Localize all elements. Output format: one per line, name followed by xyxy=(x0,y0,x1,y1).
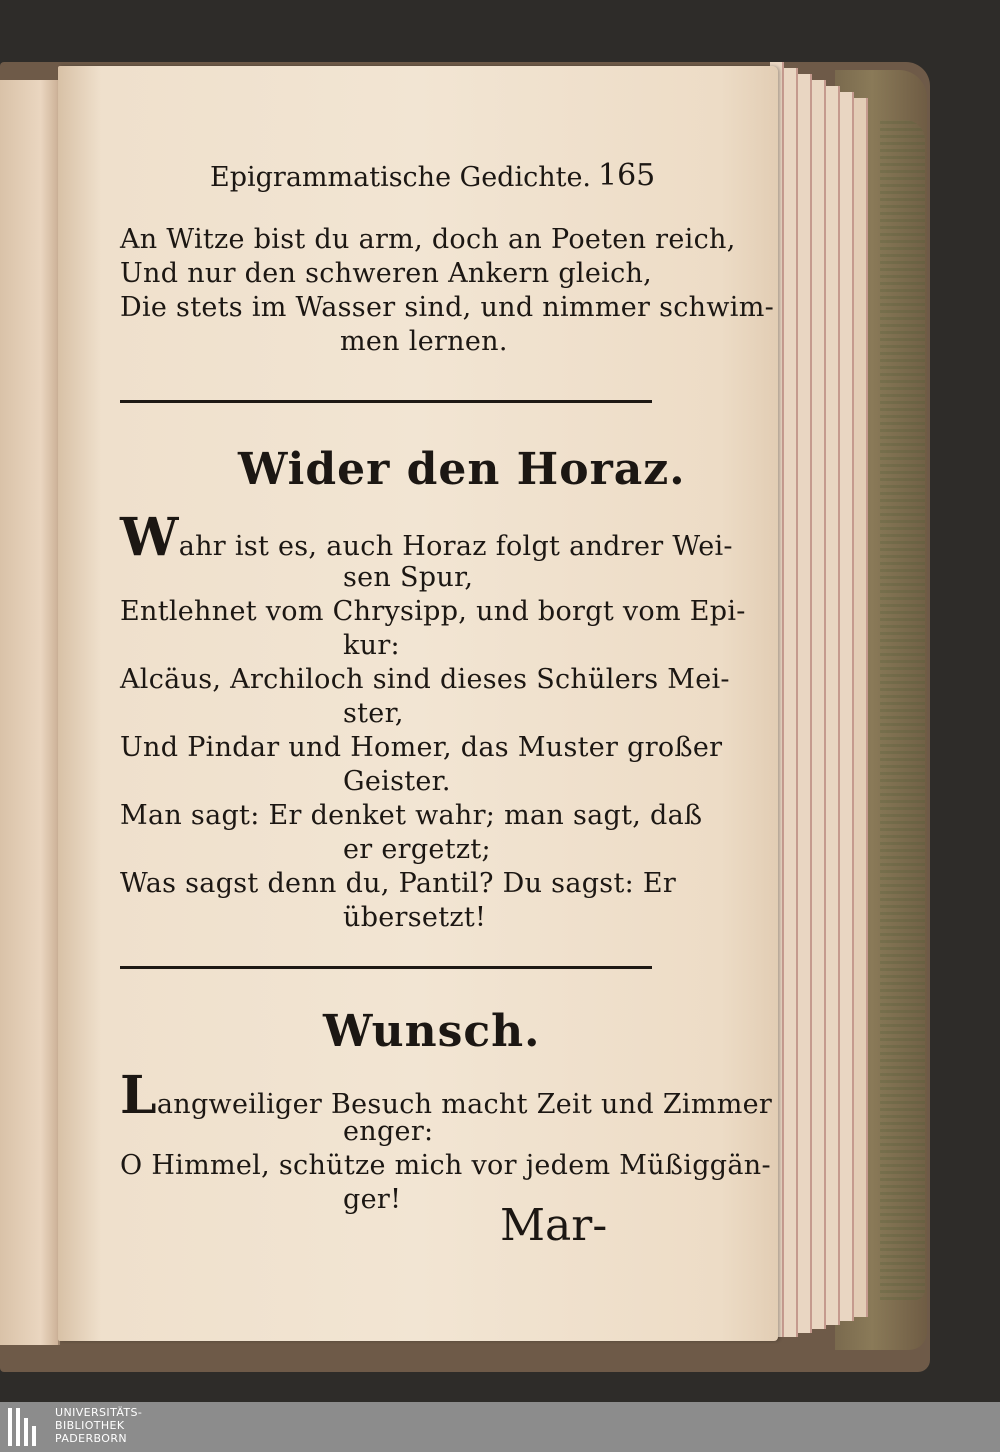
poem-title: Wider den Horaz. xyxy=(238,444,686,495)
left-page-edge xyxy=(0,80,60,1345)
library-name: UNIVERSITÄTS- BIBLIOTHEK PADERBORN xyxy=(55,1406,143,1445)
section-rule xyxy=(120,400,652,403)
poem1-line: Die stets im Wasser sind, und nimmer schwim- xyxy=(120,292,775,323)
poem3-line: ger! xyxy=(343,1184,402,1215)
poem2-line: Alcäus, Archiloch sind dieses Schülers Mei- xyxy=(120,664,730,695)
poem1-line: Und nur den schweren Ankern gleich, xyxy=(120,258,653,289)
running-title: Epigrammatische Gedichte. xyxy=(210,162,592,193)
poem2-line: Geister. xyxy=(343,766,451,797)
poem2-line: ster, xyxy=(343,698,404,729)
poem2-line: Und Pindar und Homer, das Muster großer xyxy=(120,732,723,763)
poem2-line: er ergetzt; xyxy=(343,834,491,865)
book-page xyxy=(58,66,778,1341)
poem2-line: Man sagt: Er denket wahr; man sagt, daß xyxy=(120,800,703,831)
drop-cap: L xyxy=(120,1065,157,1126)
poem3-first-line xyxy=(120,1065,773,1126)
library-logo-icon xyxy=(8,1408,46,1446)
poem2-line: Was sagst denn du, Pantil? Du sagst: Er xyxy=(120,868,677,899)
section-rule xyxy=(120,966,652,969)
first-line-text: angweiliger Besuch macht Zeit und Zimmer xyxy=(156,1089,773,1120)
cover-texture xyxy=(880,120,925,1300)
catchword: Mar- xyxy=(500,1200,608,1251)
page-stack-edges xyxy=(770,62,880,1337)
library-footer xyxy=(0,1402,1000,1452)
poem1-line: men lernen. xyxy=(340,326,508,357)
poem2-line: kur: xyxy=(343,630,400,661)
poem3-line: enger: xyxy=(343,1116,434,1147)
poem-title: Wunsch. xyxy=(323,1006,541,1057)
poem1-line: An Witze bist du arm, doch an Poeten reich, xyxy=(120,224,736,255)
drop-cap: W xyxy=(120,507,179,568)
first-line-text: ahr ist es, auch Horaz folgt andrer Wei- xyxy=(178,531,733,562)
poem2-line: sen Spur, xyxy=(343,562,474,593)
poem2-line: übersetzt! xyxy=(343,902,487,933)
poem2-first-line xyxy=(120,507,733,568)
poem2-line: Entlehnet vom Chrysipp, und borgt vom Epi- xyxy=(120,596,746,627)
page-number: 165 xyxy=(598,158,656,193)
poem3-line: O Himmel, schütze mich vor jedem Müßiggän- xyxy=(120,1150,771,1181)
